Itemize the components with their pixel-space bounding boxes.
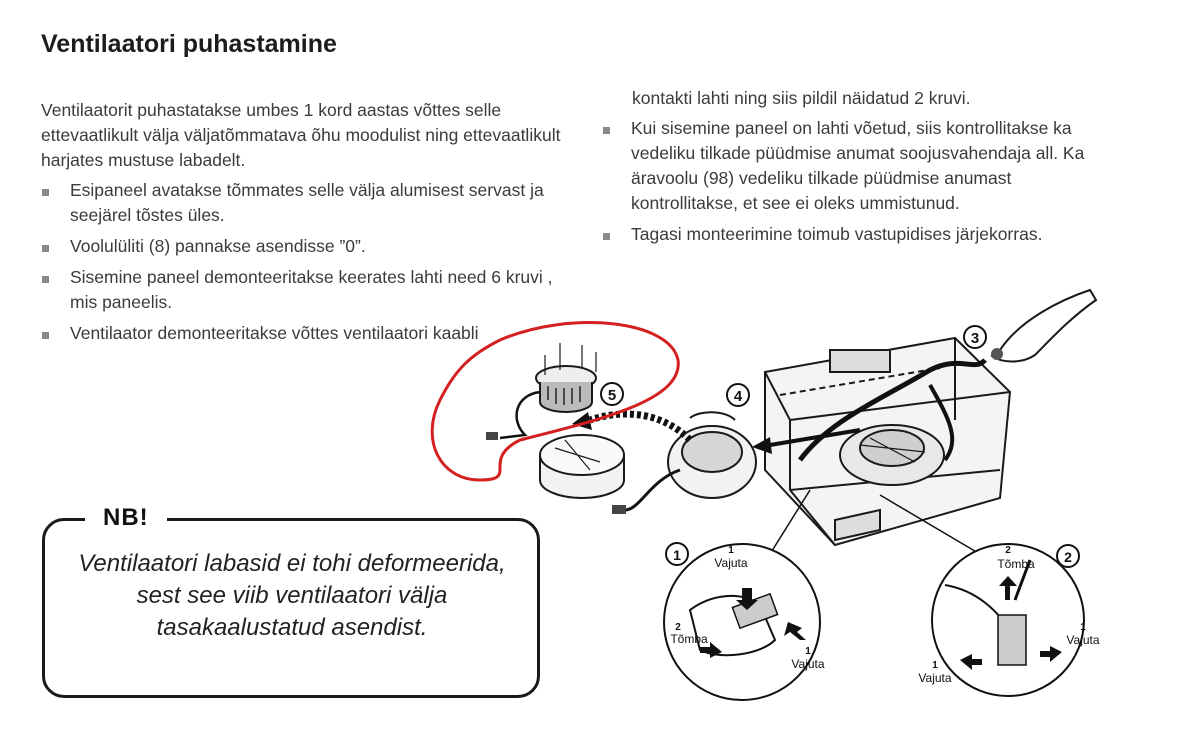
inset-left-connector: [664, 543, 825, 700]
right-continuation-text: kontakti lahti ning siis pildil näidatud 2 kruvi.: [632, 88, 971, 108]
svg-text:Vajuta: Vajuta: [918, 671, 952, 685]
svg-text:2: 2: [675, 622, 681, 633]
fan-casing: [540, 435, 624, 498]
list-item: Esipaneel avatakse tõmmates selle välja alumisest servast ja seejärel tõstes üles.: [41, 178, 561, 228]
svg-text:1: 1: [932, 660, 938, 671]
installed-fan: [840, 425, 944, 485]
svg-text:Tõmba: Tõmba: [997, 557, 1035, 571]
svg-text:Tõmba: Tõmba: [670, 632, 708, 646]
nb-title: NB!: [85, 504, 167, 532]
step-number-4: [727, 384, 749, 406]
svg-text:1: 1: [673, 547, 681, 563]
list-item: Kui sisemine paneel on lahti võetud, siis kontrollitakse ka vedeliku tilkade püüdmise anumat soojusvahendaja all. Ka äravoolu (98) vedeliku tilkade püüdmise anumast kontrollitakse, et see ei oleks ummistunud.: [602, 116, 1122, 216]
nb-note-text: Ventilaatori labasid ei tohi deformeerida, sest see viib ventilaatori välja tasakaalustatud asendist.: [78, 550, 506, 641]
svg-text:2: 2: [1005, 545, 1011, 556]
fan-motor: [536, 343, 596, 412]
step-number-3: [964, 326, 986, 348]
hand-illustration: [992, 290, 1096, 362]
svg-text:Vajuta: Vajuta: [791, 657, 825, 671]
svg-text:4: 4: [733, 388, 743, 405]
list-item: Tagasi monteerimine toimub vastupidises järjekorras.: [602, 222, 1122, 247]
svg-text:1: 1: [805, 646, 811, 657]
svg-text:1: 1: [728, 545, 734, 556]
svg-text:1: 1: [1080, 622, 1086, 633]
list-item: Sisemine paneel demonteeritakse keerates lahti need 6 kruvi , mis paneelis.: [41, 265, 561, 315]
svg-text:5: 5: [607, 387, 617, 404]
svg-text:Vajuta: Vajuta: [1066, 633, 1100, 647]
page-title: Ventilaatori puhastamine: [41, 30, 337, 58]
svg-text:2: 2: [1064, 549, 1072, 565]
intro-paragraph: Ventilaatorit puhastatakse umbes 1 kord aastas võttes selle ettevaatlikult välja väljatõmmatava õhu moodulist ning ettevaatlikult harjates mustuse labadelt.: [41, 100, 561, 170]
svg-text:3: 3: [970, 330, 980, 347]
removed-fan-housing: [668, 412, 756, 498]
step-number-5: [601, 383, 623, 405]
inset-right-connector: [918, 544, 1099, 696]
svg-text:Vajuta: Vajuta: [714, 556, 748, 570]
list-item: Voolulüliti (8) pannakse asendisse ”0”.: [41, 234, 561, 259]
list-item: Ventilaator demonteeritakse võttes ventilaatori kaabli: [41, 321, 561, 346]
